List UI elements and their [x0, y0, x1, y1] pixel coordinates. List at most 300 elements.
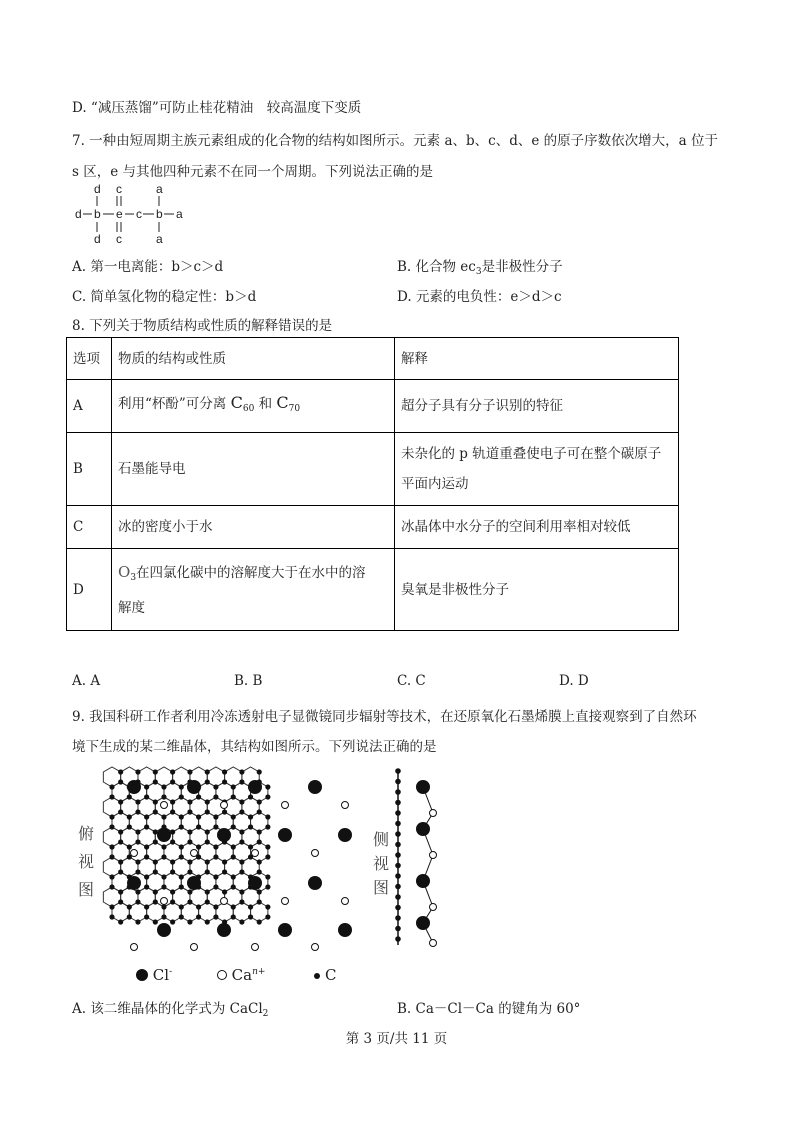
carbon-atom — [118, 769, 123, 774]
carbon-atom — [144, 784, 149, 789]
carbon-atom — [231, 794, 236, 799]
ca-ion — [191, 850, 198, 857]
cl-ion — [416, 780, 430, 794]
carbon-atom — [127, 904, 132, 909]
cl-ion — [338, 923, 352, 937]
top-view-label: 俯 视 图 — [78, 824, 95, 899]
bond-lines — [72, 182, 192, 252]
carbon-atom — [395, 936, 401, 942]
atom-label: b — [94, 207, 101, 221]
carbon-atom — [127, 794, 132, 799]
carbon-atom — [239, 829, 244, 834]
carbon-atom — [231, 854, 236, 859]
explanation-cell: 臭氧是非极性分子 — [395, 549, 679, 631]
q8-answer-b: B. B — [234, 673, 263, 689]
carbon-atom — [257, 799, 262, 804]
carbon-atom — [170, 859, 175, 864]
carbon-atom — [205, 899, 210, 904]
carbon-atom — [109, 884, 114, 889]
carbon-atom — [395, 852, 401, 858]
carbon-atom — [170, 809, 175, 814]
carbon-atom — [179, 874, 184, 879]
carbon-atom — [231, 914, 236, 919]
ca-ion — [430, 904, 437, 911]
carbon-atom — [118, 829, 123, 834]
cl-ion — [127, 876, 141, 890]
ca-ion — [161, 802, 168, 809]
carbon-atom — [395, 884, 401, 890]
carbon-atom — [153, 919, 158, 924]
hex-ring — [216, 902, 233, 922]
carbon-atom — [395, 800, 401, 806]
carbon-atom — [257, 919, 262, 924]
carbon-atom — [257, 899, 262, 904]
carbon-atom — [187, 859, 192, 864]
carbon-atom — [257, 839, 262, 844]
carbon-atom — [170, 839, 175, 844]
atom-label: e — [116, 207, 123, 221]
carbon-atom — [144, 914, 149, 919]
q7-stem-line1: 7. 一种由短周期主族元素组成的化合物的结构如图所示。元素 a、b、c、d、e 的原子序数依次增大，a 位于 — [72, 133, 718, 149]
ca-ion — [282, 802, 289, 809]
table-header-row — [67, 338, 679, 380]
carbon-atom — [135, 889, 140, 894]
carbon-atom — [179, 784, 184, 789]
carbon-atom — [257, 769, 262, 774]
carbon-atom — [153, 859, 158, 864]
cl-ion — [338, 828, 352, 842]
carbon-atom — [109, 874, 114, 879]
ca-ion — [252, 850, 259, 857]
carbon-atom — [196, 824, 201, 829]
carbon-atom — [179, 814, 184, 819]
atom-label: d — [75, 207, 82, 221]
q6-option-d: D. “减压蒸馏”可防止桂花精油 较高温度下变质 — [72, 100, 362, 116]
carbon-atom — [222, 809, 227, 814]
carbon-atom — [153, 769, 158, 774]
carbon-atom — [205, 809, 210, 814]
cl-ion — [308, 876, 322, 890]
carbon-atom — [265, 904, 270, 909]
q9-option-a: A. 该二维晶体的化学式为 CaCl$_2$ — [72, 1001, 269, 1019]
carbon-atom — [395, 789, 401, 795]
carbon-atom — [239, 899, 244, 904]
carbon-atom — [144, 874, 149, 879]
carbon-atom — [248, 904, 253, 909]
ca-ion — [191, 944, 198, 951]
carbon-atom — [239, 799, 244, 804]
carbon-atom — [109, 854, 114, 859]
header-cell: 物质的结构或性质 — [112, 338, 395, 380]
carbon-atom — [395, 842, 401, 848]
carbon-atom — [395, 831, 401, 837]
carbon-atom — [170, 799, 175, 804]
carbon-atom — [187, 889, 192, 894]
explanation-cell: 未杂化的 p 轨道重叠使电子可在整个碳原子 平面内运动 — [395, 433, 679, 506]
carbon-atom — [127, 914, 132, 919]
carbon-atom — [144, 854, 149, 859]
carbon-atom — [196, 794, 201, 799]
cl-ion — [217, 923, 231, 937]
carbon-atom — [109, 814, 114, 819]
carbon-atom — [231, 884, 236, 889]
carbon-atom — [239, 889, 244, 894]
carbon-atom — [239, 839, 244, 844]
q8-table — [66, 337, 679, 631]
q9-option-b: B. Ca－Cl－Ca 的键角为 60° — [397, 1001, 581, 1017]
carbon-atom — [144, 844, 149, 849]
carbon-atom — [205, 839, 210, 844]
carbon-atom — [161, 904, 166, 909]
carbon-atom — [109, 904, 114, 909]
table-row — [67, 549, 679, 631]
atom-label: d — [94, 232, 101, 246]
carbon-atom — [118, 859, 123, 864]
carbon-atom — [153, 809, 158, 814]
carbon-atom — [213, 794, 218, 799]
cl-ion — [248, 780, 262, 794]
cl-ion — [187, 780, 201, 794]
legend: Cl- $Ca^{n+}$ C — [136, 966, 336, 984]
top-view-lattice — [100, 765, 360, 965]
carbon-atom — [179, 794, 184, 799]
cl-ion — [127, 780, 141, 794]
atom-label: a — [176, 207, 183, 221]
hex-ring — [233, 902, 250, 922]
carbon-atom — [109, 914, 114, 919]
header-cell: 选项 — [67, 338, 112, 380]
q8-answer-a: A. A — [72, 673, 101, 689]
cl-ion — [157, 828, 171, 842]
carbon-atom — [205, 799, 210, 804]
hex-ring — [251, 902, 268, 922]
q9-stem-line2: 境下生成的某二维晶体，其结构如图所示。下列说法正确的是 — [72, 739, 437, 755]
carbon-atom — [144, 794, 149, 799]
q7-option-c: C. 简单氢化物的稳定性：b＞d — [72, 289, 257, 305]
carbon-atom — [170, 769, 175, 774]
ca-ion — [430, 940, 437, 947]
carbon-atom — [196, 914, 201, 919]
carbon-atom — [118, 919, 123, 924]
carbon-atom — [187, 799, 192, 804]
carbon-atom — [222, 889, 227, 894]
atom-label: a — [156, 232, 163, 246]
atom-label: c — [116, 232, 122, 246]
q7-option-b: B. 化合物 $ec_3$是非极性分子 — [397, 259, 563, 277]
carbon-atom — [179, 884, 184, 889]
carbon-atom — [127, 814, 132, 819]
ca-ion — [161, 898, 168, 905]
carbon-atom — [109, 824, 114, 829]
ca-ion — [131, 850, 138, 857]
carbon-atom — [170, 889, 175, 894]
carbon-atom — [161, 844, 166, 849]
hex-ring — [112, 902, 129, 922]
carbon-atom — [135, 899, 140, 904]
carbon-atom — [248, 844, 253, 849]
carbon-atom — [248, 824, 253, 829]
carbon-atom — [187, 809, 192, 814]
atom-label: d — [94, 182, 101, 196]
hex-ring — [147, 902, 164, 922]
cl-dot-icon — [136, 969, 148, 981]
carbon-atom — [118, 839, 123, 844]
cl-ion — [416, 916, 430, 930]
q8-stem: 8. 下列关于物质结构或性质的解释错误的是 — [72, 318, 333, 334]
carbon-atom — [265, 784, 270, 789]
carbon-atom — [239, 769, 244, 774]
q7-option-d: D. 元素的电负性：e＞d＞c — [397, 289, 562, 305]
carbon-atom — [118, 869, 123, 874]
carbon-atom — [179, 824, 184, 829]
carbon-atom — [170, 779, 175, 784]
carbon-atom — [196, 814, 201, 819]
carbon-atom — [196, 844, 201, 849]
carbon-atom — [161, 854, 166, 859]
carbon-atom — [161, 794, 166, 799]
carbon-atom — [395, 905, 401, 911]
carbon-atom — [187, 839, 192, 844]
carbon-atom — [395, 915, 401, 921]
carbon-atom — [395, 926, 401, 932]
q9-stem-line1: 9. 我国科研工作者利用冷冻透射电子显微镜同步辐射等技术，在还原氧化石墨烯膜上直接观察到了自然环 — [72, 709, 697, 725]
carbon-atom — [205, 769, 210, 774]
side-view-label: 侧 视 图 — [373, 830, 390, 897]
carbon-atom — [196, 904, 201, 909]
carbon-atom — [239, 869, 244, 874]
carbon-atom — [205, 889, 210, 894]
carbon-atom — [144, 824, 149, 829]
ca-ion — [312, 944, 319, 951]
carbon-atom — [395, 894, 401, 900]
carbon-atom — [170, 899, 175, 904]
carbon-atom — [161, 884, 166, 889]
carbon-atom — [161, 784, 166, 789]
carbon-atom — [144, 884, 149, 889]
carbon-atom — [118, 899, 123, 904]
carbon-atom — [395, 873, 401, 879]
carbon-atom — [265, 824, 270, 829]
carbon-atom — [109, 794, 114, 799]
carbon-atom — [205, 859, 210, 864]
carbon-atom — [248, 914, 253, 919]
carbon-atom — [118, 809, 123, 814]
property-cell: 冰的密度小于水 — [112, 506, 395, 549]
carbon-atom — [135, 799, 140, 804]
property-cell: $O_3$在四氯化碳中的溶解度大于在水中的溶 解度 — [112, 549, 395, 631]
property-cell: 石墨能导电 — [112, 433, 395, 506]
carbon-atom — [205, 829, 210, 834]
carbon-atom — [161, 914, 166, 919]
carbon-atom — [187, 869, 192, 874]
header-cell: 解释 — [395, 338, 679, 380]
carbon-atom — [265, 844, 270, 849]
page-footer: 第 3 页/共 11 页 — [345, 1031, 448, 1047]
hex-ring — [164, 902, 181, 922]
table-row — [67, 433, 679, 506]
q7-option-a: A. 第一电离能：b＞c＞d — [72, 259, 224, 275]
option-cell: A — [67, 380, 112, 433]
carbon-atom — [144, 814, 149, 819]
carbon-atom — [257, 809, 262, 814]
carbon-atom — [153, 889, 158, 894]
carbon-atom — [109, 844, 114, 849]
carbon-atom — [239, 919, 244, 924]
carbon-atom — [265, 794, 270, 799]
carbon-atom — [257, 889, 262, 894]
carbon-atom — [170, 869, 175, 874]
carbon-atom — [231, 844, 236, 849]
c-dot-icon — [314, 973, 320, 979]
carbon-atom — [179, 854, 184, 859]
carbon-atom — [135, 839, 140, 844]
carbon-atom — [153, 799, 158, 804]
atom-label: c — [136, 207, 142, 221]
carbon-atom — [118, 889, 123, 894]
hex-ring — [199, 902, 216, 922]
carbon-atom — [395, 821, 401, 827]
cl-ion — [416, 822, 430, 836]
carbon-atom — [248, 794, 253, 799]
carbon-atom — [395, 768, 401, 774]
carbon-atom — [118, 779, 123, 784]
carbon-atom — [170, 919, 175, 924]
carbon-atom — [213, 884, 218, 889]
carbon-atom — [248, 814, 253, 819]
ca-ion — [342, 898, 349, 905]
carbon-atom — [395, 810, 401, 816]
ca-ion — [131, 944, 138, 951]
carbon-atom — [265, 884, 270, 889]
explanation-cell: 冰晶体中水分子的空间利用率相对较低 — [395, 506, 679, 549]
atom-label: c — [116, 182, 122, 196]
carbon-atom — [231, 904, 236, 909]
carbon-atom — [187, 899, 192, 904]
ca-ion — [282, 898, 289, 905]
carbon-atom — [179, 904, 184, 909]
carbon-atom — [153, 839, 158, 844]
carbon-atom — [213, 824, 218, 829]
carbon-atom — [265, 914, 270, 919]
q8-answer-d: D. D — [559, 673, 589, 689]
carbon-atom — [265, 874, 270, 879]
q8-answer-c: C. C — [397, 673, 426, 689]
carbon-atom — [153, 899, 158, 904]
ca-ion — [430, 810, 437, 817]
option-cell: B — [67, 433, 112, 506]
carbon-atom — [222, 869, 227, 874]
carbon-atom — [222, 779, 227, 784]
ca-ion — [342, 802, 349, 809]
table-row — [67, 506, 679, 549]
carbon-atom — [213, 814, 218, 819]
option-cell: C — [67, 506, 112, 549]
carbon-atom — [127, 824, 132, 829]
carbon-atom — [205, 779, 210, 784]
carbon-atom — [239, 859, 244, 864]
carbon-atom — [118, 799, 123, 804]
carbon-atom — [135, 869, 140, 874]
cl-ion — [248, 876, 262, 890]
cl-ion — [157, 923, 171, 937]
carbon-atom — [135, 829, 140, 834]
ca-ion — [221, 802, 228, 809]
carbon-atom — [205, 919, 210, 924]
carbon-atom — [239, 809, 244, 814]
carbon-atom — [187, 769, 192, 774]
hex-ring — [181, 902, 198, 922]
carbon-atom — [205, 869, 210, 874]
cl-ion — [416, 874, 430, 888]
carbon-atom — [239, 779, 244, 784]
table-row — [67, 380, 679, 433]
option-cell: D — [67, 549, 112, 631]
cl-ion — [278, 828, 292, 842]
carbon-atom — [127, 844, 132, 849]
carbon-atom — [222, 769, 227, 774]
atom-label: a — [156, 182, 163, 196]
ca-ion — [430, 852, 437, 859]
carbon-atom — [135, 919, 140, 924]
ca-dot-icon — [217, 970, 227, 980]
side-view-structure — [390, 765, 450, 950]
explanation-cell: 超分子具有分子识别的特征 — [395, 380, 679, 433]
carbon-atom — [213, 874, 218, 879]
carbon-atom — [265, 814, 270, 819]
carbon-atom — [213, 914, 218, 919]
carbon-atom — [135, 769, 140, 774]
carbon-atom — [257, 869, 262, 874]
carbon-atom — [179, 844, 184, 849]
carbon-atom — [135, 859, 140, 864]
carbon-atom — [231, 824, 236, 829]
cl-ion — [217, 828, 231, 842]
carbon-atom — [153, 869, 158, 874]
carbon-atom — [231, 814, 236, 819]
ca-ion — [252, 944, 259, 951]
ca-ion — [221, 898, 228, 905]
carbon-atom — [109, 784, 114, 789]
carbon-atom — [257, 859, 262, 864]
carbon-atom — [161, 874, 166, 879]
carbon-atom — [231, 784, 236, 789]
carbon-atom — [395, 863, 401, 869]
carbon-atom — [161, 814, 166, 819]
ca-ion — [312, 850, 319, 857]
cl-ion — [308, 780, 322, 794]
q7-stem-line2: s 区，e 与其他四种元素不在同一个周期。下列说法正确的是 — [72, 164, 433, 180]
carbon-atom — [213, 854, 218, 859]
property-cell: 利用“杯酚”可分离 $C_{60}$ 和 $C_{70}$ — [112, 380, 395, 433]
carbon-atom — [187, 829, 192, 834]
carbon-atom — [179, 914, 184, 919]
carbon-atom — [135, 809, 140, 814]
carbon-atom — [265, 854, 270, 859]
carbon-atom — [395, 779, 401, 785]
carbon-atom — [213, 784, 218, 789]
carbon-atom — [187, 919, 192, 924]
carbon-atom — [231, 874, 236, 879]
carbon-atom — [153, 779, 158, 784]
cl-ion — [187, 876, 201, 890]
carbon-atom — [222, 859, 227, 864]
hex-ring — [129, 902, 146, 922]
carbon-atom — [257, 829, 262, 834]
cl-ion — [278, 923, 292, 937]
carbon-atom — [213, 844, 218, 849]
carbon-atom — [213, 904, 218, 909]
atom-label: b — [156, 207, 163, 221]
